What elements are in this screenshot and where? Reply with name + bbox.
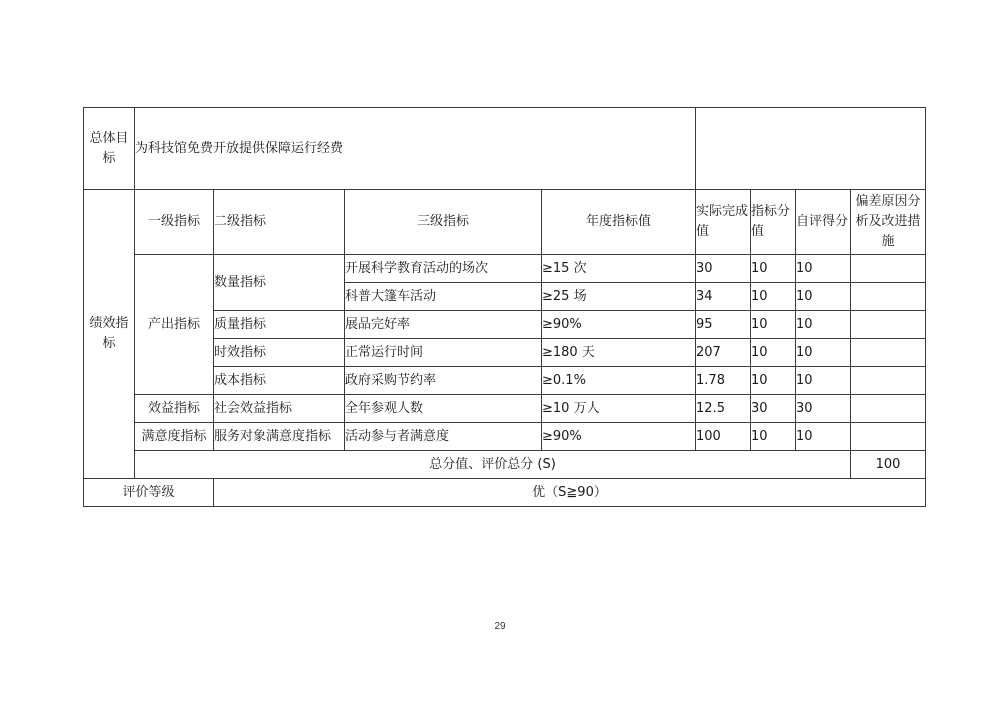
group-output: 产出指标 — [135, 255, 214, 395]
indicator-weight: 10 — [751, 423, 796, 451]
indicator-actual: 30 — [696, 255, 751, 283]
indicator-target: ≥0.1% — [542, 367, 696, 395]
indicator-score: 10 — [796, 339, 851, 367]
indicator-score: 30 — [796, 395, 851, 423]
indicator-weight: 30 — [751, 395, 796, 423]
goal-row — [84, 108, 926, 190]
indicator-deviation — [851, 311, 926, 339]
indicator-name: 正常运行时间 — [345, 339, 542, 367]
header-level3: 三级指标 — [345, 190, 542, 255]
indicator-actual: 12.5 — [696, 395, 751, 423]
group-satisfaction: 满意度指标 — [135, 423, 214, 451]
indicator-score: 10 — [796, 283, 851, 311]
total-value: 100 — [851, 451, 926, 479]
indicator-target: ≥90% — [542, 311, 696, 339]
indicator-name: 政府采购节约率 — [345, 367, 542, 395]
total-label: 总分值、评价总分 (S) — [135, 451, 851, 479]
table-row — [84, 395, 926, 423]
indicator-weight: 10 — [751, 339, 796, 367]
grade-label: 评价等级 — [84, 479, 214, 507]
performance-table — [83, 107, 926, 507]
indicator-target: ≥25 场 — [542, 283, 696, 311]
indicator-actual: 34 — [696, 283, 751, 311]
goal-blank-cell — [696, 108, 926, 190]
indicator-actual: 95 — [696, 311, 751, 339]
indicator-deviation — [851, 395, 926, 423]
total-row — [84, 451, 926, 479]
indicator-weight: 10 — [751, 367, 796, 395]
group-cost: 成本指标 — [214, 367, 345, 395]
group-timeliness: 时效指标 — [214, 339, 345, 367]
grade-value: 优（S≧90） — [214, 479, 926, 507]
header-row — [84, 190, 926, 255]
header-level2: 二级指标 — [214, 190, 345, 255]
indicator-weight: 10 — [751, 311, 796, 339]
indicator-deviation — [851, 255, 926, 283]
page-number: 29 — [494, 621, 506, 632]
indicator-weight: 10 — [751, 283, 796, 311]
group-quality: 质量指标 — [214, 311, 345, 339]
indicator-score: 10 — [796, 255, 851, 283]
table-row — [84, 423, 926, 451]
indicator-deviation — [851, 367, 926, 395]
indicator-name: 全年参观人数 — [345, 395, 542, 423]
indicator-target: ≥90% — [542, 423, 696, 451]
indicator-deviation — [851, 339, 926, 367]
indicator-actual: 207 — [696, 339, 751, 367]
header-annual-target: 年度指标值 — [542, 190, 696, 255]
indicator-target: ≥10 万人 — [542, 395, 696, 423]
header-self-score: 自评得分 — [796, 190, 851, 255]
goal-text: 为科技馆免费开放提供保障运行经费 — [135, 108, 696, 190]
group-quantity: 数量指标 — [214, 255, 345, 311]
group-service-satisfaction: 服务对象满意度指标 — [214, 423, 345, 451]
grade-row — [84, 479, 926, 507]
indicator-score: 10 — [796, 367, 851, 395]
group-benefit: 效益指标 — [135, 395, 214, 423]
indicator-deviation — [851, 283, 926, 311]
indicator-deviation — [851, 423, 926, 451]
group-social-benefit: 社会效益指标 — [214, 395, 345, 423]
indicator-target: ≥15 次 — [542, 255, 696, 283]
indicator-actual: 1.78 — [696, 367, 751, 395]
header-actual: 实际完成值 — [696, 190, 751, 255]
table-row — [84, 255, 926, 283]
indicator-name: 展品完好率 — [345, 311, 542, 339]
section-label-performance: 绩效指标 — [84, 190, 135, 479]
indicator-score: 10 — [796, 423, 851, 451]
indicator-target: ≥180 天 — [542, 339, 696, 367]
header-deviation: 偏差原因分析及改进措施 — [851, 190, 926, 255]
goal-label: 总体目标 — [84, 108, 135, 190]
header-weight: 指标分值 — [751, 190, 796, 255]
indicator-name: 科普大篷车活动 — [345, 283, 542, 311]
indicator-name: 活动参与者满意度 — [345, 423, 542, 451]
indicator-name: 开展科学教育活动的场次 — [345, 255, 542, 283]
indicator-score: 10 — [796, 311, 851, 339]
header-level1: 一级指标 — [135, 190, 214, 255]
indicator-weight: 10 — [751, 255, 796, 283]
indicator-actual: 100 — [696, 423, 751, 451]
